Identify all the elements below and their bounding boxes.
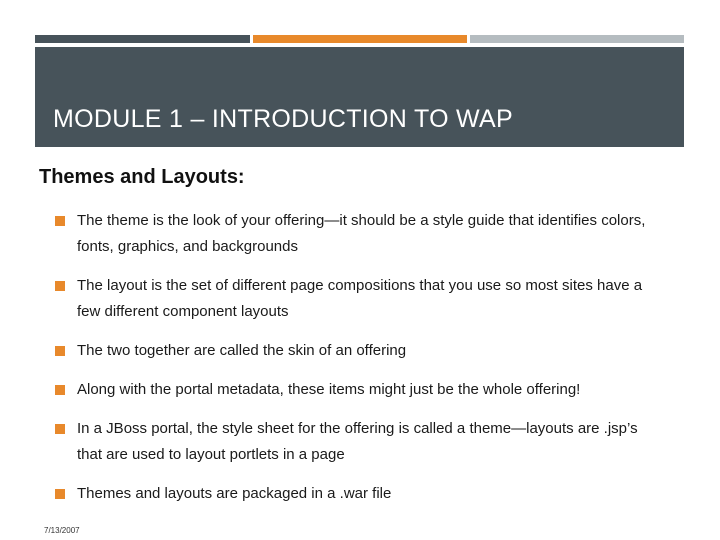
square-bullet-icon — [55, 281, 65, 291]
bullet-text: Themes and layouts are packaged in a .war file — [77, 485, 392, 502]
square-bullet-icon — [55, 385, 65, 395]
bullet-item — [54, 377, 654, 403]
bullet-item — [54, 208, 654, 260]
square-bullet-icon — [55, 216, 65, 226]
bullet-text: In a JBoss portal, the style sheet for the offering is called a theme—layouts are .jsp’s that are used to layout portlets in a page — [77, 420, 638, 463]
accent-bar-orange — [253, 35, 467, 43]
bullet-text: The theme is the look of your offering—it should be a style guide that identifies colors, fonts, graphics, and backgrounds — [77, 212, 646, 255]
bullet-text: Along with the portal metadata, these items might just be the whole offering! — [77, 381, 581, 398]
square-bullet-icon — [55, 346, 65, 356]
accent-bar-dark — [35, 35, 250, 43]
bullet-item — [54, 338, 654, 364]
title-band — [35, 47, 684, 147]
bullet-text: The two together are called the skin of an offering — [77, 342, 407, 359]
square-bullet-icon — [55, 489, 65, 499]
bullet-item — [54, 481, 654, 507]
slide-title: MODULE 1 – INTRODUCTION TO WAP — [53, 105, 513, 133]
bullet-list — [54, 208, 654, 520]
square-bullet-icon — [55, 424, 65, 434]
bullet-item — [54, 416, 654, 468]
slide-subtitle: Themes and Layouts: — [39, 166, 245, 188]
footer-date: 7/13/2007 — [44, 526, 80, 535]
bullet-text: The layout is the set of different page compositions that you use so most sites have a few different component layouts — [77, 277, 643, 320]
bullet-item — [54, 273, 654, 325]
accent-bar-gray — [470, 35, 684, 43]
